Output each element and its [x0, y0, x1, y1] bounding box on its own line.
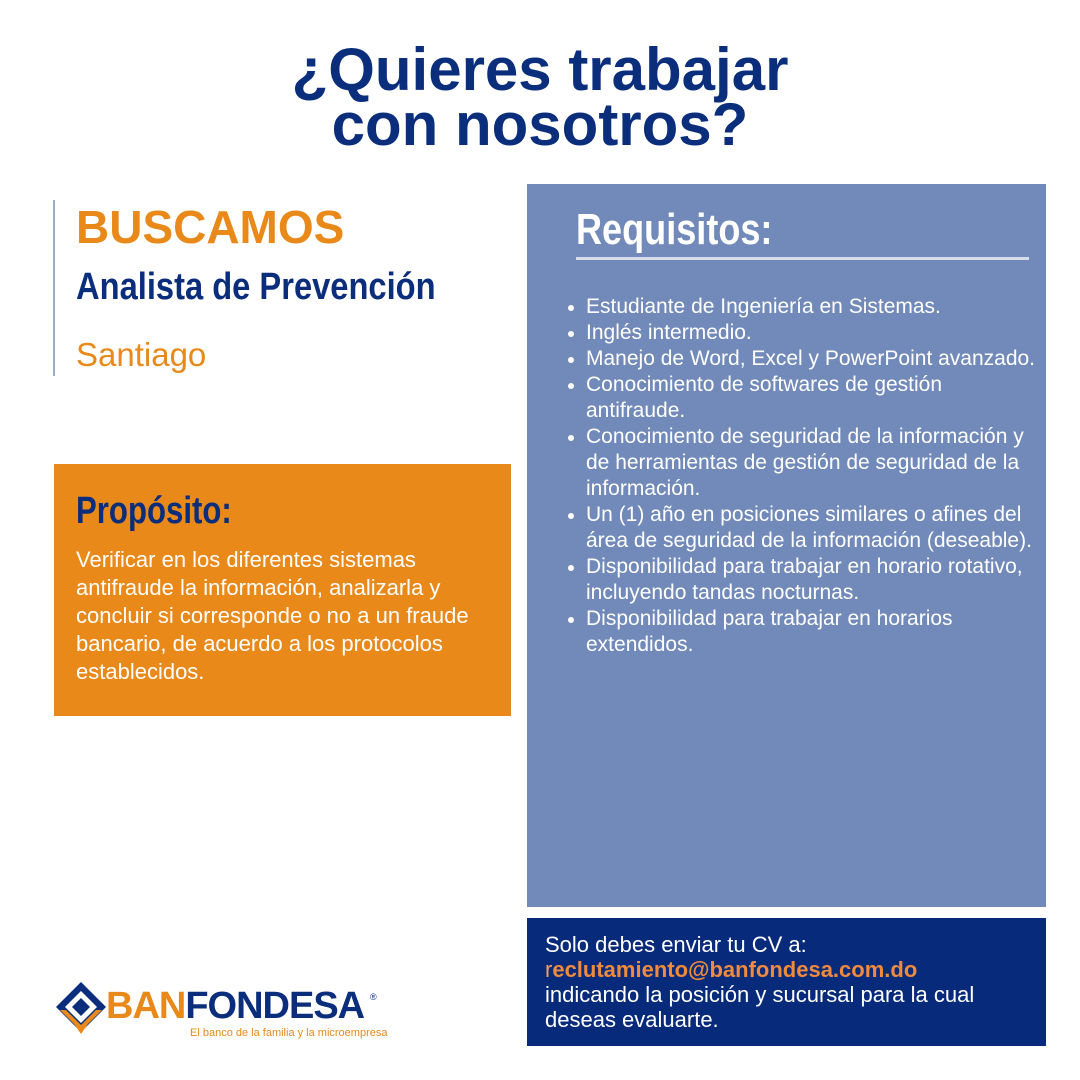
- headline: [0, 36, 1080, 158]
- logo-wordmark: [106, 986, 364, 1026]
- contact-outro: indicando la posición y sucursal para la cual deseas evaluarte.: [545, 982, 975, 1032]
- headline-line-1: ¿Quieres trabajar: [291, 36, 789, 103]
- contact-panel: [527, 918, 1046, 1046]
- requirement-item: Disponibilidad para trabajar en horarios extendidos.: [586, 606, 1036, 658]
- contact-email-rest: eclutamiento@banfondesa.com.do: [552, 957, 918, 982]
- job-role-title: Analista de Prevención: [76, 266, 436, 308]
- requirements-divider: [576, 257, 1029, 260]
- requirement-item: Manejo de Word, Excel y PowerPoint avanzado.: [586, 347, 1036, 370]
- requirement-item: Inglés intermedio.: [586, 320, 1036, 346]
- purpose-title: Propósito:: [76, 490, 232, 532]
- job-accent-bar: [53, 200, 77, 376]
- job-label: BUSCAMOS: [76, 201, 345, 253]
- contact-email-link[interactable]: [545, 957, 1025, 982]
- requirement-item: Conocimiento de softwares de gestión antifraude.: [586, 372, 1036, 424]
- job-location: Santiago: [76, 336, 207, 373]
- requirements-panel: [527, 184, 1046, 907]
- requirement-item: Disponibilidad para trabajar en horario rotativo, incluyendo tandas nocturnas.: [586, 554, 1036, 606]
- logo-tagline: El banco de la familia y la microempresa: [190, 1027, 388, 1039]
- logo-word-fondesa: FONDESA: [185, 985, 365, 1027]
- purpose-panel: [54, 464, 511, 716]
- requirement-item: Conocimiento de seguridad de la información y de herramientas de gestión de seguridad de la información.: [586, 424, 1036, 502]
- contact-email-first-letter: r: [545, 957, 553, 982]
- requirement-item: Un (1) año en posiciones similares o afines del área de seguridad de la información (deseable).: [586, 502, 1036, 554]
- purpose-text: Verificar en los diferentes sistemas antifraude la información, analizarla y concluir si corresponde o no a un fraude bancario, de acuerdo a los protocolos establecidos.: [76, 547, 469, 684]
- contact-intro: Solo debes enviar tu CV a:: [545, 932, 807, 957]
- logo-word-ban: BAN: [106, 985, 186, 1027]
- contact-text: [545, 932, 1025, 1032]
- logo-registered-mark: ®: [370, 992, 377, 1002]
- banfondesa-diamond-icon: [54, 980, 108, 1036]
- banfondesa-logo: [54, 978, 388, 1042]
- requirements-title: Requisitos:: [576, 205, 773, 254]
- requirement-item: Estudiante de Ingeniería en Sistemas.: [586, 294, 1036, 320]
- headline-line-2: con nosotros?: [331, 91, 749, 158]
- requirements-list: [564, 294, 1036, 658]
